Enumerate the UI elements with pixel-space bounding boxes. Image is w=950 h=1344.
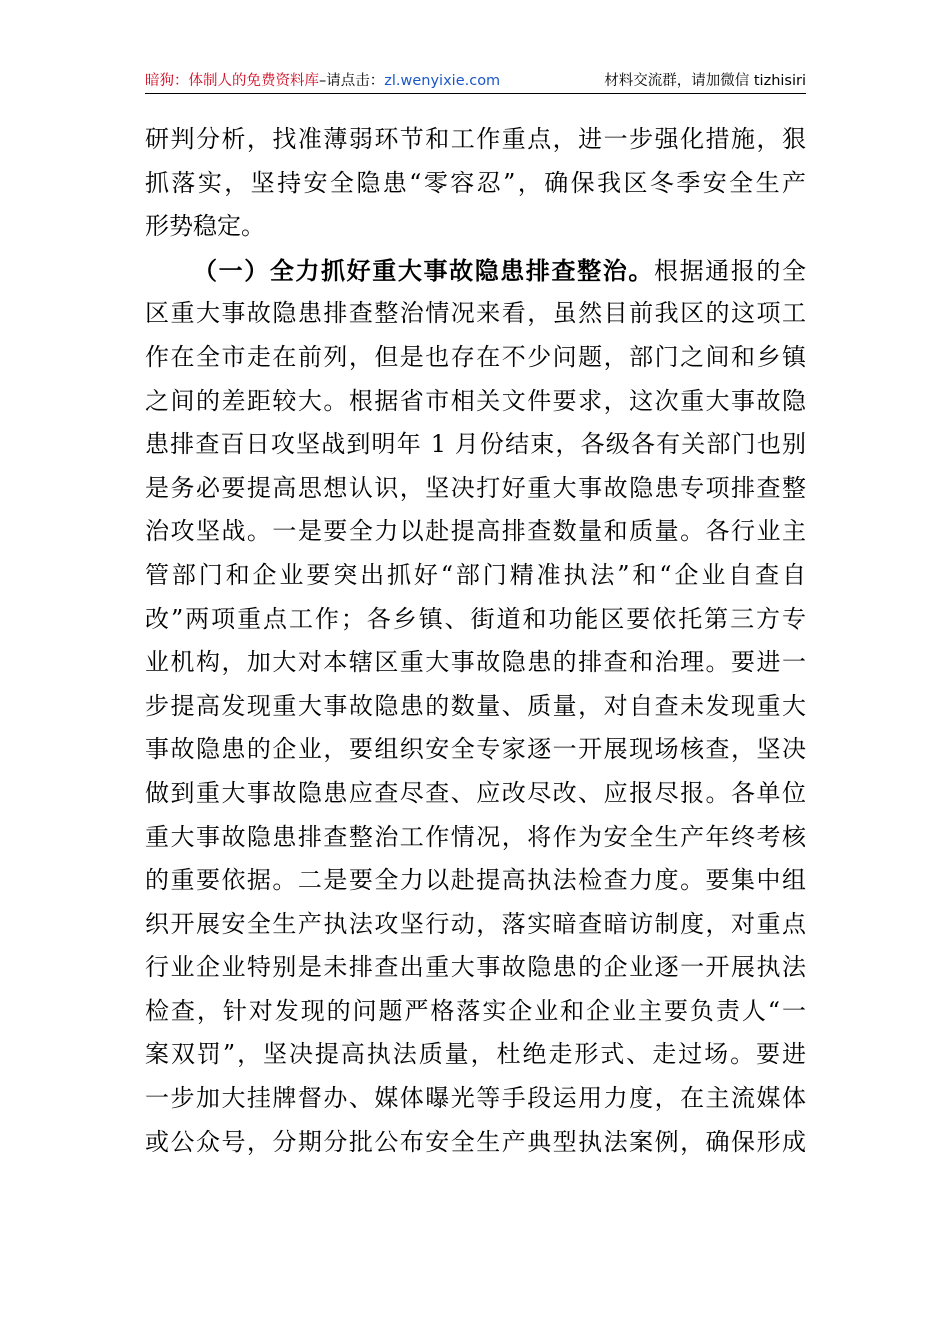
text-line: 患排查百日攻坚战到明年 1 月份结束，各级各有关部门也别 (145, 430, 806, 459)
text-fragment: 根据通报的全 (653, 256, 807, 285)
text-line: 形势稳定。 (145, 212, 265, 241)
text-line: 做到重大事故隐患应查尽查、应改尽改、应报尽报。各单位 (145, 778, 806, 807)
text-line: 业机构，加大对本辖区重大事故隐患的排查和治理。要进一 (145, 648, 806, 677)
document-body (145, 118, 806, 1164)
header-site-name: 暗狗：体制人的免费资料库 (145, 73, 319, 89)
text-line: 抓落实，坚持安全隐患“零容忍”，确保我区冬季安全生产 (145, 168, 806, 197)
text-line: 案双罚”，坚决提高执法质量，杜绝走形式、走过场。要进 (145, 1040, 806, 1069)
text-line: 之间的差距较大。根据省市相关文件要求，这次重大事故隐 (145, 386, 806, 415)
text-line: 区重大事故隐患排查整治情况来看，虽然目前我区的这项工 (145, 299, 806, 328)
text-line: 改”两项重点工作；各乡镇、街道和功能区要依托第三方专 (145, 604, 806, 633)
text-line: 治攻坚战。一是要全力以赴提高排查数量和质量。各行业主 (145, 517, 806, 546)
text-line: 重大事故隐患排查整治工作情况，将作为安全生产年终考核 (145, 822, 806, 851)
text-line: 是务必要提高思想认识，坚决打好重大事故隐患专项排查整 (145, 473, 806, 502)
text-line: 事故隐患的企业，要组织安全专家逐一开展现场核查，坚决 (145, 735, 806, 764)
text-line: 管部门和企业要突出抓好“部门精准执法”和“企业自查自 (145, 560, 806, 589)
header-url-link[interactable]: zl.wenyixie.com (384, 73, 501, 89)
text-line: 一步加大挂牌督办、媒体曝光等手段运用力度，在主流媒体 (145, 1084, 806, 1113)
text-line: 的重要依据。二是要全力以赴提高执法检查力度。要集中组 (145, 866, 806, 895)
section-heading: （一）全力抓好重大事故隐患排查整治。 (193, 255, 654, 285)
text-line: 作在全市走在前列，但是也存在不少问题，部门之间和乡镇 (145, 342, 806, 371)
header-wechat-note: 材料交流群，请加微信 tizhisiri (604, 73, 806, 89)
text-line: 织开展安全生产执法攻坚行动，落实暗查暗访制度，对重点 (145, 909, 806, 938)
page-header (145, 68, 806, 94)
text-line: 检查，针对发现的问题严格落实企业和企业主要负责人“一 (145, 996, 806, 1025)
text-line: 步提高发现重大事故隐患的数量、质量，对自查未发现重大 (145, 691, 806, 720)
section-heading-line (145, 249, 806, 293)
text-line: 行业企业特别是未排查出重大事故隐患的企业逐一开展执法 (145, 953, 806, 982)
header-click-prompt: –请点击： (319, 73, 385, 89)
text-line: 研判分析，找准薄弱环节和工作重点，进一步强化措施，狠 (145, 125, 806, 153)
text-line: 或公众号，分期分批公布安全生产典型执法案例，确保形成 (145, 1127, 806, 1156)
